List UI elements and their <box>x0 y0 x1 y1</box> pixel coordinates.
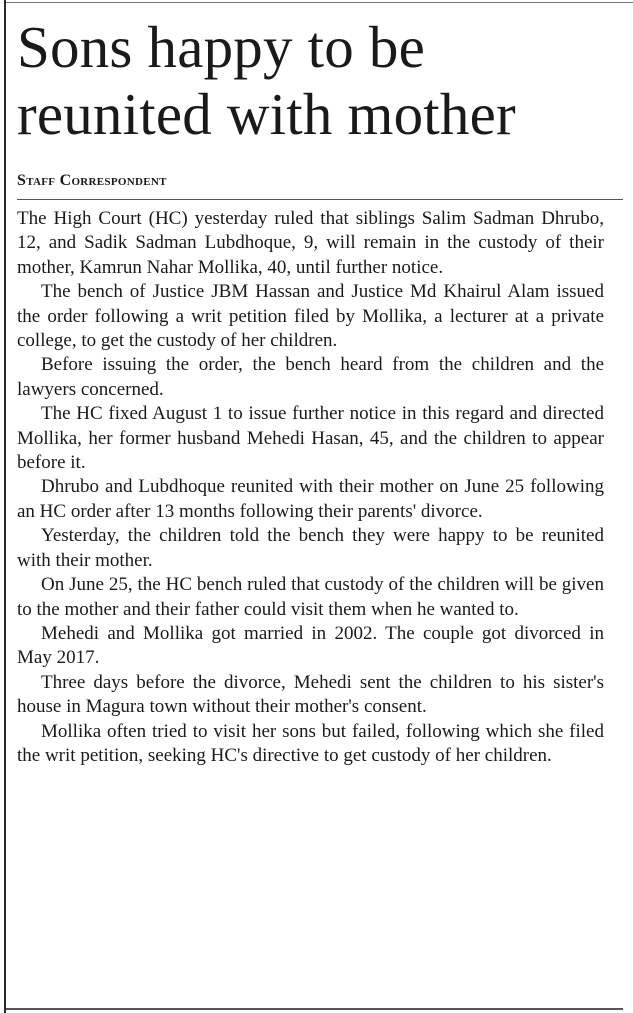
paragraph-5: Dhrubo and Lubdhoque reunited with their mother on June 25 following an HC order after 13 months following their parents' divorce. <box>17 476 604 522</box>
paragraph-9: Three days before the divorce, Mehedi sent the children to his sister's house in Magura town without their mother's consent. <box>17 671 604 718</box>
paragraph-7: On June 25, the HC bench ruled that custody of the children will be given to the mother and their father could visit them when he wanted to. <box>17 574 604 620</box>
column-top-rule <box>6 2 633 3</box>
paragraph-3: Before issuing the order, the bench heard from the children and the lawyers concerned. <box>17 354 604 400</box>
paragraph-8: Mehedi and Mollika got married in 2002. The couple got divorced in May 2017. <box>17 622 604 669</box>
paragraph-6: Yesterday, the children told the bench they were happy to be reunited with their mother. <box>17 525 604 571</box>
headline <box>17 14 617 148</box>
headline-line-1: Sons happy to be <box>17 14 425 80</box>
byline: Staff Correspondent <box>17 172 167 189</box>
paragraph-4: The HC fixed August 1 to issue further notice in this regard and directed Mollika, her former husband Mehedi Hasan, 45, and the children to appear before it. <box>17 403 604 474</box>
paragraph-1: The High Court (HC) yesterday ruled that siblings Salim Sadman Dhrubo, 12, and Sadik Sadman Lubdhoque, 9, will remain in the custody of their mother, Kamrun Nahar Mollika, 40, until further notice. <box>17 208 604 278</box>
article-body <box>17 207 604 768</box>
headline-line-2: reunited with mother <box>17 81 516 147</box>
byline-rule <box>17 199 623 200</box>
paragraph-10: Mollika often tried to visit her sons but failed, following which she filed the writ petition, seeking HC's directive to get custody of her children. <box>17 720 604 766</box>
column-bottom-rule <box>6 1008 623 1010</box>
paragraph-2: The bench of Justice JBM Hassan and Justice Md Khairul Alam issued the order following a writ petition filed by Mollika, a lecturer at a private college, to get the custody of her children. <box>17 281 604 352</box>
column-left-rule <box>4 0 6 1013</box>
